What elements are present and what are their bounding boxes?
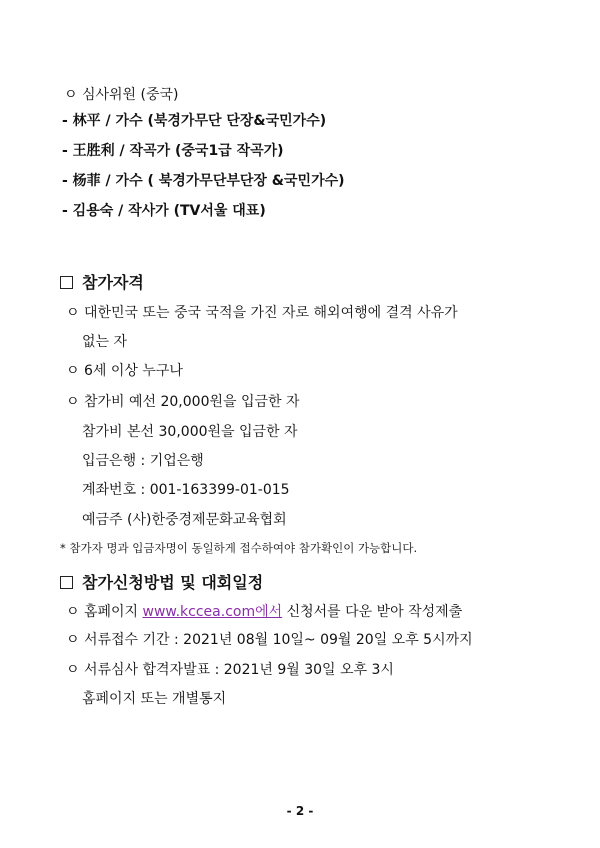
homepage-link[interactable]: www.kccea.com에서 [142, 604, 283, 620]
judge-item: - 杨菲 / 가수 ( 북경가무단부단장 &국민가수) [62, 173, 345, 189]
judges-heading: ㅇ 심사위원 (중국) [64, 87, 179, 103]
list-item: ㅇ 서류심사 합격자발표 : 2021년 9월 30일 오후 3시 [66, 662, 394, 678]
section-title-qualification: 참가자격 [60, 270, 144, 293]
list-item: 계좌번호 : 001-163399-01-015 [82, 482, 290, 498]
judge-item: - 林平 / 가수 (북경가무단 단장&국민가수) [62, 113, 327, 129]
list-item: 없는 자 [82, 334, 128, 350]
list-item: ㅇ 6세 이상 누구나 [66, 363, 183, 379]
qualification-note: * 참가자 명과 입금자명이 동일하게 접수하여야 참가확인이 가능합니다. [60, 541, 418, 555]
list-item: ㅇ 참가비 예선 20,000원을 입금한 자 [66, 394, 300, 410]
list-item: ㅇ 대한민국 또는 중국 국적을 가진 자로 해외여행에 결격 사유가 [66, 305, 458, 321]
judge-item: - 王胜利 / 작곡가 (중국1급 작곡가) [62, 143, 284, 159]
checkbox-square-icon [60, 276, 73, 289]
judge-item: - 김용숙 / 작사가 (TV서울 대표) [62, 203, 266, 219]
section-title-application: 참가신청방법 및 대회일정 [60, 570, 263, 593]
list-item: 참가비 본선 30,000원을 입금한 자 [82, 424, 298, 440]
list-item: 홈페이지 또는 개별통지 [82, 691, 227, 707]
list-item: 예금주 (사)한중경제문화교육협회 [82, 512, 287, 528]
checkbox-square-icon [60, 576, 73, 589]
list-item: ㅇ 홈페이지 www.kccea.com에서 신청서를 다운 받아 작성제출 [66, 604, 463, 620]
list-item: 입금은행 : 기업은행 [82, 453, 204, 469]
page-number: - 2 - [286, 804, 314, 818]
list-item: ㅇ 서류접수 기간 : 2021년 08월 10일~ 09월 20일 오후 5시까지 [66, 632, 473, 648]
